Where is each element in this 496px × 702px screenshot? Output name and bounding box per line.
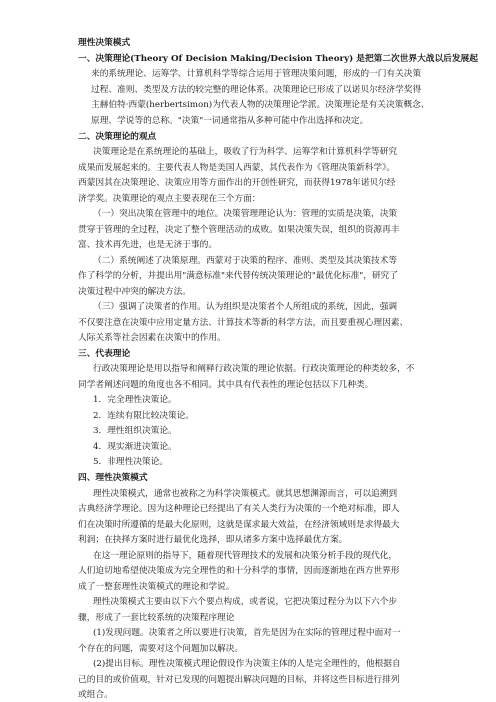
text-line: 作了科学的分析，并提出用"满意标准"来代替传统决策理论的"最优化标准"，研究了 <box>78 271 399 281</box>
text-line: 原理、学说等的总称。"决策"一词通常指从多种可能中作出选择和决定。 <box>91 116 369 126</box>
text-line: 决策理论是在系统理论的基础上，吸收了行为科学、运筹学和计算机科学等研究 <box>93 147 398 157</box>
section-heading: 二、决策理论的观点 <box>78 132 157 142</box>
text-line: (2)提出目标。理性决策模式理论假设作为决策主体的人是完全理性的，他根据自 <box>93 659 401 669</box>
text-line: 同学者阐述问题的角度也各不相同。其中具有代表性的理论包括以下几种类。 <box>78 380 374 390</box>
text-line: 己的目的或价值观，针对已发现的问题提出解决问题的目标，并将这些目标进行排列 <box>78 675 400 685</box>
list-item: 4．现实渐进决策论。 <box>93 442 177 452</box>
section-1-line-1 <box>78 54 478 65</box>
text-line: 过程、准则、类型及方法的较完整的理论体系。决策理论已形成了以诺贝尔经济学奖得 <box>91 85 422 95</box>
text-line: 们在决策时所遵循的是最大化原则，这就是谋求最大效益，在经济领域则是求得最大 <box>78 520 400 530</box>
text-line: （三）强调了决策者的作用。认为组织是决策者个人所组成的系统，因此，强调 <box>93 302 398 312</box>
text-line: (1)发现问题。决策者之所以要进行决策，首先是因为在实际的管理过程中面对一 <box>93 628 401 638</box>
text-line: 个存在的问题，需要对这个问题加以解决。 <box>78 644 244 654</box>
list-item: 1．完全理性决策论。 <box>93 395 177 405</box>
text-line: 利润；在抉择方案时进行最优化选择，即从诸多方案中选择最优方案。 <box>78 535 348 545</box>
text-line: 贯穿于管理的全过程，决定了整个管理活动的成败。如果决策失误，组织的资源再丰 <box>78 225 400 235</box>
text-line: （一）突出决策在管理中的地位。决策管理理论认为：管理的实质是决策，决策 <box>93 209 398 219</box>
text-line: 不仅要注意在决策中应用定量方法、计算技术等新的科学方法，而且要重视心理因素、 <box>78 318 409 328</box>
list-item: 2．连续有限比较决策论。 <box>93 411 195 421</box>
text-line: 富、技术再先进，也是无济于事的。 <box>78 240 217 250</box>
text-line: 人们迫切地希望使决策成为完全理性的和十分科学的事情，因而逐渐地在西方世界形 <box>78 566 400 576</box>
text-line: （二）系统阐述了决策原理。西蒙对于决策的程序、准则、类型及其决策技术等 <box>93 256 398 266</box>
list-item: 5．非理性决策论。 <box>93 457 169 467</box>
text-line: 或组合。 <box>78 690 113 700</box>
section-1-heading-text: 一、决策理论(Theory Of Decision Making/Decision Theory) 是把第二次世界大战以后发展起 <box>78 54 478 64</box>
text-line: 来的系统理论、运筹学、计算机科学等综合运用于管理决策问题，形成的一门有关决策 <box>91 69 422 79</box>
document-title: 理性决策模式 <box>78 38 131 48</box>
text-line: 骤，形成了一套比较系统的决策程序理论 <box>78 613 235 623</box>
text-line: 决策过程中冲突的解决方法。 <box>78 287 191 297</box>
section-heading: 三、代表理论 <box>78 349 131 359</box>
text-line: 古典经济学理论。因为这种理论已经提出了有关人类行为决策的一个绝对标准，即人 <box>78 504 400 514</box>
text-line: 理性决策模式主要由以下六个要点构成，或者说，它把决策过程分为以下六个步 <box>93 597 398 607</box>
text-line: 人际关系等社会因素在决策中的作用。 <box>78 333 226 343</box>
text-line: 成果而发展起来的。主要代表人物是美国人西蒙，其代表作为《管理决策新科学》。 <box>78 163 396 173</box>
text-line: 主赫伯特·西蒙(herbertsimon)为代表人物的决策理论学派。决策理论是有关决策概念、 <box>91 100 430 110</box>
section-heading: 四、理性决策模式 <box>78 473 148 483</box>
list-item: 3．理性组织决策论。 <box>93 426 177 436</box>
text-line: 在这一理论原则的指导下，随着现代管理技术的发展和决策分析手段的现代化， <box>93 551 398 561</box>
text-line: 成了一整套理性决策模式的理论和学说。 <box>78 582 235 592</box>
text-line: 西蒙因其在决策理论、决策应用等方面作出的开创性研究，而获得1978年诺贝尔经 <box>78 178 396 188</box>
text-line: 行政决策理论是用以指导和阐释行政决策的理论依据。行政决策理论的种类较多，不 <box>93 364 415 374</box>
text-line: 理性决策模式，通常也被称之为科学决策模式。就其思想渊源而言，可以追溯到 <box>93 489 398 499</box>
text-line: 济学奖。决策理论的观点主要表现在三个方面： <box>78 194 261 204</box>
